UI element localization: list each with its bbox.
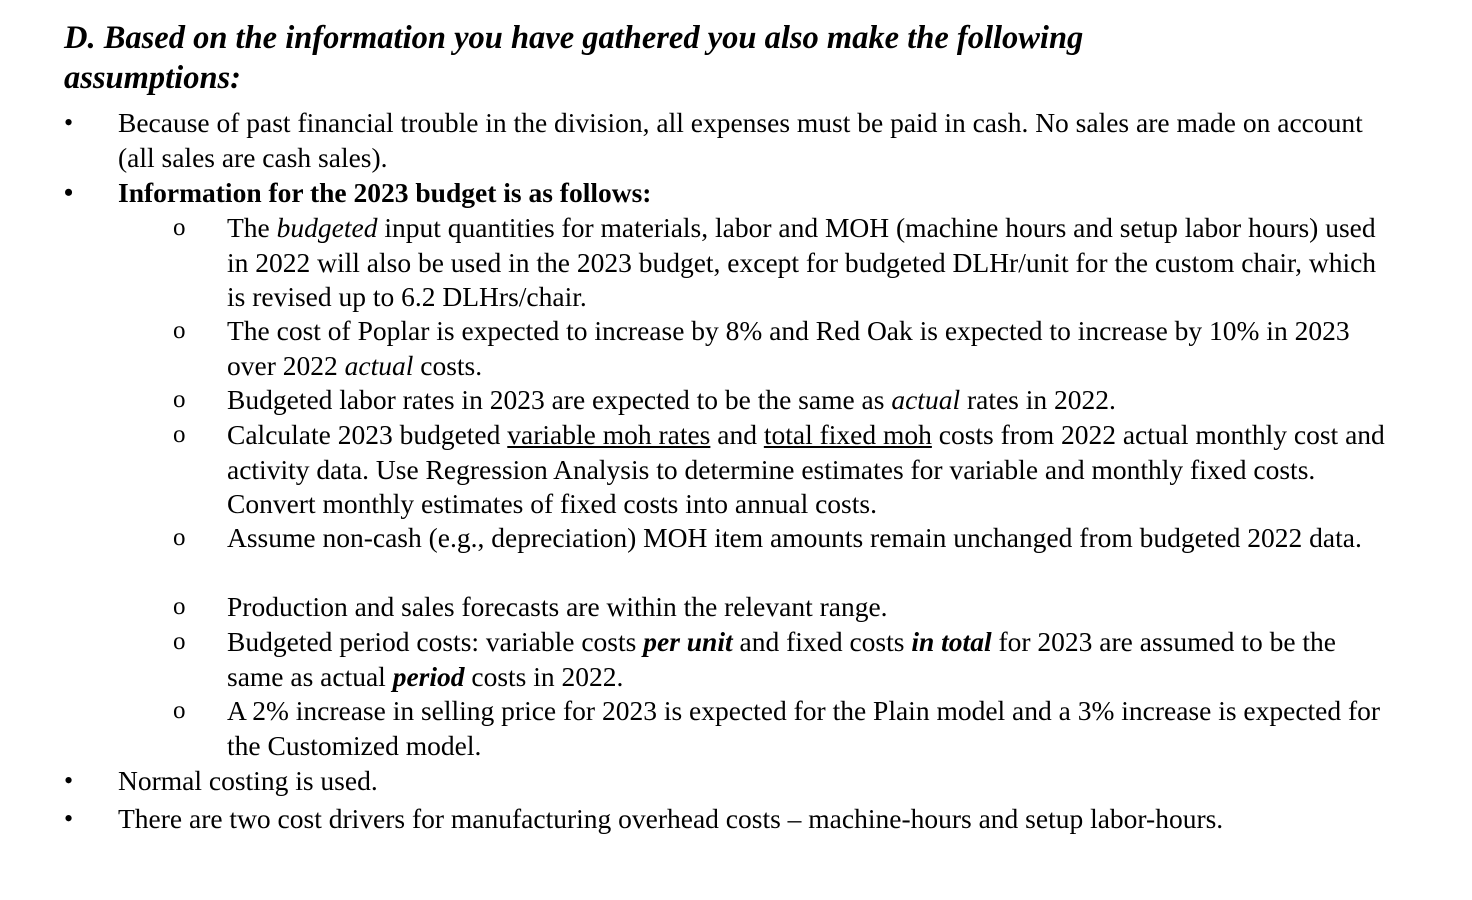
sub-bullet-text: input quantities for materials, labor and MOH (machine hours and setup labor hours) used in 2022 will also be used in the 2023 budget, except for budgeted DLHr/unit for the custom chair, which is revised up to 6.2 DLHrs/chair. [227, 212, 1377, 312]
sub-bullet-wood-cost [173, 314, 1387, 383]
sub-bullet-text: The cost of Poplar is expected to increase by 8% and Red Oak is expected to increase by 10% in 2023 over 2022 [227, 315, 1350, 381]
bullet-text: Because of past financial trouble in the division, all expenses must be paid in cash. No sales are made on account (all sales are cash sales). [118, 107, 1363, 173]
circle-bullet-icon: o [173, 524, 186, 551]
sub-bullet-text: costs from 2022 actual monthly cost and activity data. Use Regression Analysis to determine estimates for variable and monthly fixed costs. Convert monthly estimates of fixed costs into annual costs. [227, 419, 1385, 519]
sub-bullet-text: Budgeted labor rates in 2023 are expected to be the same as [227, 384, 892, 415]
sub-bullet-text: Budgeted period costs: variable costs [227, 626, 644, 657]
sub-bullet-text: rates in 2022. [960, 384, 1116, 415]
heading-line-2: assumptions: [64, 60, 242, 96]
circle-bullet-icon: o [173, 593, 186, 620]
sub-bullet-selling-price [173, 694, 1387, 763]
bullet-dot-icon: • [64, 178, 74, 207]
sub-bullet-labor-rates [173, 383, 1387, 418]
bold-italic-text: per unit [643, 626, 733, 657]
sub-bullet-moh-regression [173, 418, 1387, 522]
circle-bullet-icon: o [173, 421, 186, 448]
circle-bullet-icon: o [173, 386, 186, 413]
circle-bullet-icon: o [173, 697, 186, 724]
sub-bullet-text: for 2023 are assumed to be the same as actual [227, 626, 1337, 692]
bullet-dot-icon: • [64, 108, 74, 137]
emphasis-text: actual [891, 384, 961, 415]
circle-bullet-icon: o [173, 317, 186, 344]
sub-bullet-input-quantities [173, 211, 1387, 315]
bullet-text: Information for the 2023 budget is as follows: [118, 177, 652, 208]
sub-bullet-text: and [710, 419, 764, 450]
sub-bullet-text: costs in 2022. [464, 660, 624, 692]
heading-line-1: D. Based on the information you have gathered you also make the following [64, 20, 1084, 56]
underlined-text: total fixed moh [763, 419, 932, 450]
bullet-dot-icon: • [64, 766, 74, 795]
bullet-text: Normal costing is used. [118, 765, 378, 796]
sub-bullet-text: costs. [413, 349, 483, 381]
sub-bullet-relevant-range [173, 590, 1387, 625]
sub-bullet-text: and fixed costs [732, 626, 912, 657]
bullet-2023-budget-info [64, 176, 1378, 211]
circle-bullet-icon: o [173, 214, 186, 241]
circle-bullet-icon: o [173, 628, 186, 655]
bullet-cash-expenses [64, 106, 1378, 175]
sub-bullet-non-cash-moh [173, 521, 1387, 556]
bullet-dot-icon: • [64, 804, 74, 833]
emphasis-text: budgeted [276, 212, 378, 243]
sub-bullet-text: Calculate 2023 budgeted [227, 419, 508, 450]
bullet-normal-costing [64, 764, 1378, 799]
section-heading [64, 18, 1364, 98]
bold-italic-text: in total [911, 626, 992, 657]
underlined-text: variable moh rates [507, 419, 711, 450]
bullet-cost-drivers [64, 802, 1378, 837]
sub-bullet-period-costs [173, 625, 1387, 694]
bold-italic-text: period [392, 660, 465, 692]
bullet-text: There are two cost drivers for manufacturing overhead costs – machine-hours and setup labor-hours. [118, 803, 1224, 834]
sub-bullet-text: The [227, 212, 277, 243]
emphasis-text: actual [344, 349, 414, 381]
sub-bullet-text: Assume non-cash (e.g., depreciation) MOH item amounts remain unchanged from budgeted 2022 data. [227, 522, 1362, 553]
sub-bullet-text: Production and sales forecasts are within the relevant range. [227, 591, 888, 622]
sub-bullet-text: A 2% increase in selling price for 2023 is expected for the Plain model and a 3% increase is expected for the Customized model. [227, 695, 1381, 761]
